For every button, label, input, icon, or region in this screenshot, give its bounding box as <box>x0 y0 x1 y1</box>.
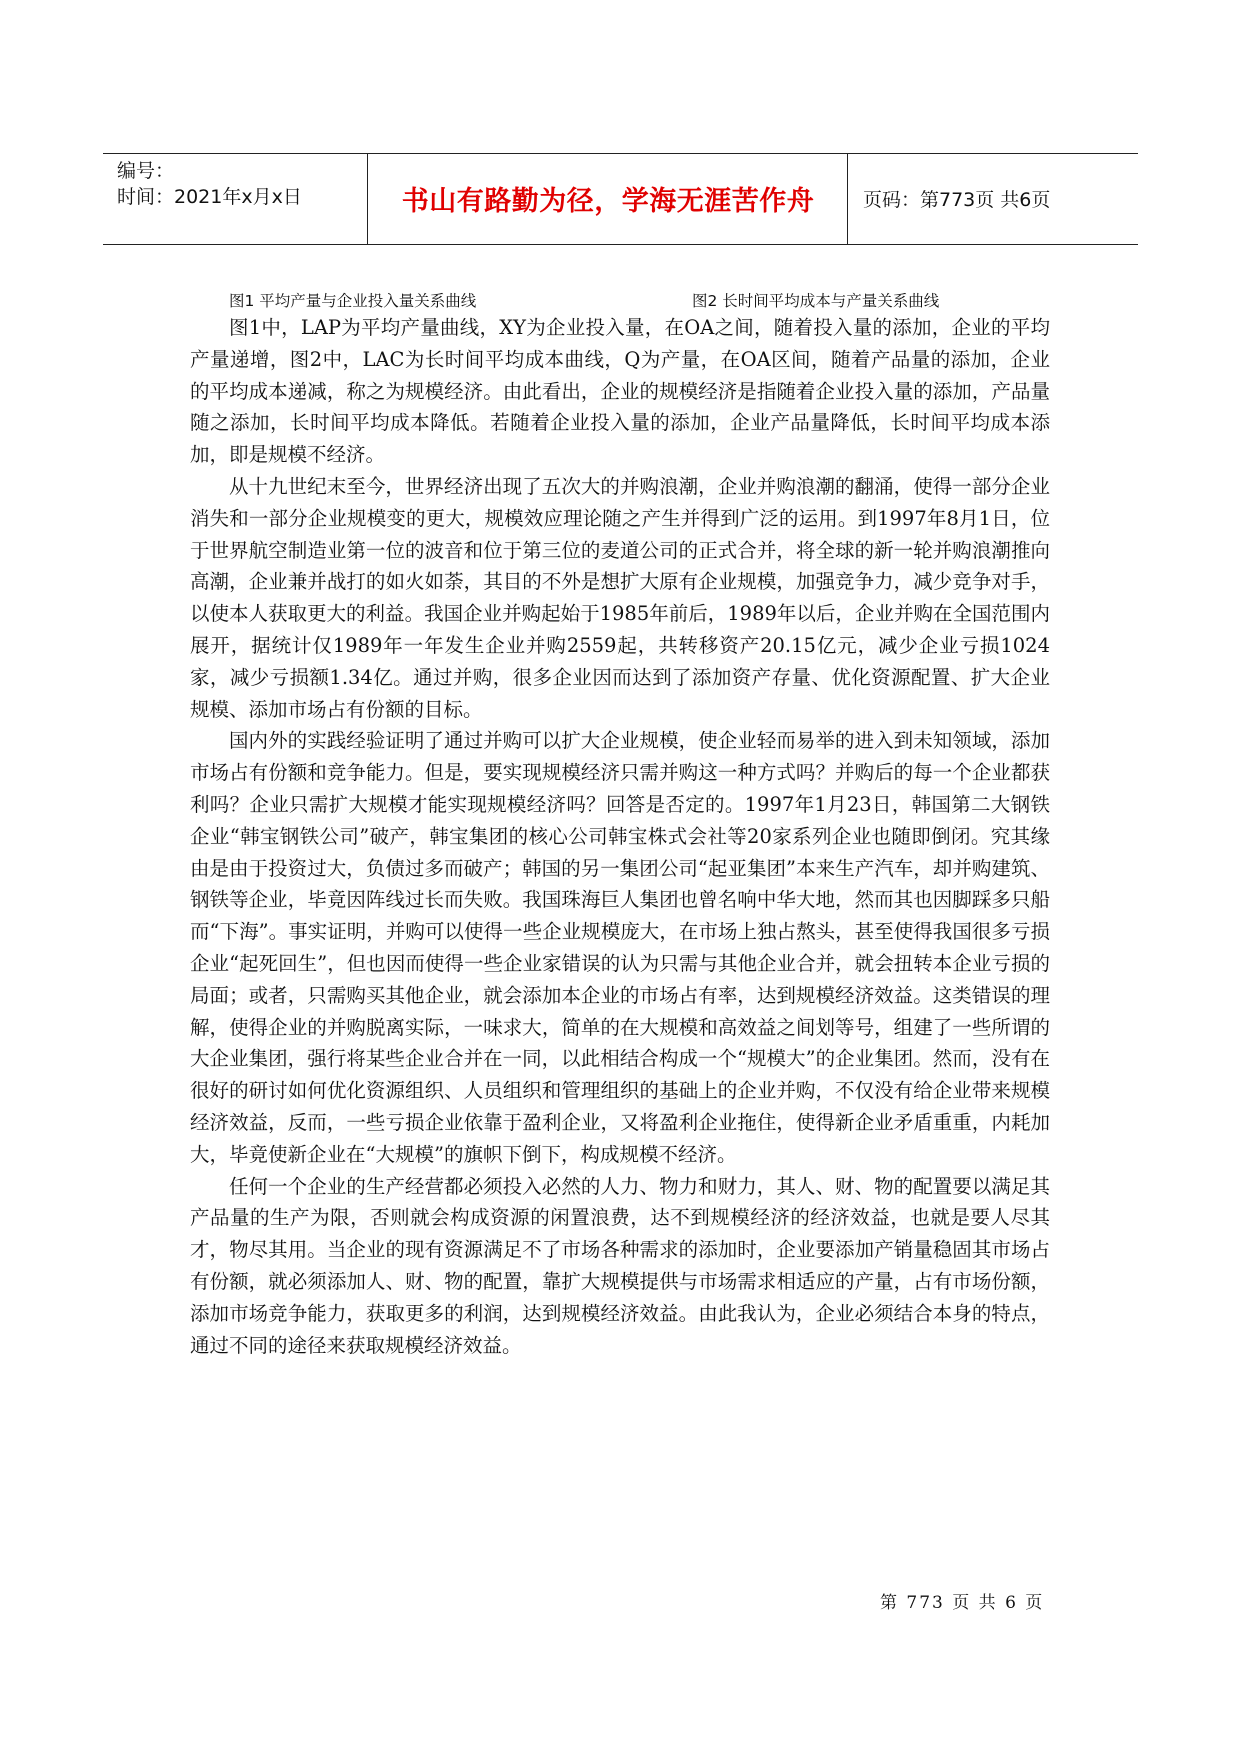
header-divider-left <box>367 154 368 244</box>
figure-captions <box>0 285 1241 313</box>
header-page-info: 页码：第773页 共6页 <box>863 189 1051 211</box>
figure-2-caption: 图2 长时间平均成本与产量关系曲线 <box>692 292 940 310</box>
paragraph-4: 任何一个企业的生产经营都必须投入必然的人力、物力和财力，其人、财、物的配置要以满足其产品量的生产为限，否则就会构成资源的闲置浪费，达不到规模经济的经济效益，也就是要人尽其才，物尽其用。当企业的现有资源满足不了市场各种需求的添加时，企业要添加产销量稳固其市场占有份额，就必须添加人、财、物的配置，靠扩大规模提供与市场需求相适应的产量，占有市场份额，添加市场竞争能力，获取更多的利润，达到规模经济效益。由此我认为，企业必须结合本身的特点，通过不同的途径来获取规模经济效益。 <box>190 1174 1050 1357</box>
header-divider-right <box>847 154 848 244</box>
paragraph-1: 图1中，LAP为平均产量曲线，XY为企业投入量，在OA之间，随着投入量的添加，企业的平均产量递增，图2中，LAC为长时间平均成本曲线，Q为产量，在OA区间，随着产品量的添加，企业的平均成本递减，称之为规模经济。由此看出，企业的规模经济是指随着企业投入量的添加，产品量随之添加，长时间平均成本降低。若随着企业投入量的添加，企业产品量降低，长时间平均成本添加，即是规模不经济。 <box>190 316 1050 467</box>
page-header <box>103 153 1138 245</box>
header-motto: 书山有路勤为径，学海无涯苦作舟 <box>401 186 815 217</box>
paragraph-3: 国内外的实践经验证明了通过并购可以扩大企业规模，使企业轻而易举的进入到未知领域，添加市场占有份额和竞争能力。但是，要实现规模经济只需并购这一种方式吗？并购后的每一个企业都获利吗？企业只需扩大规模才能实现规模经济吗？回答是否定的。1997年1月23日，韩国第二大钢铁企业“韩宝钢铁公司”破产，韩宝集团的核心公司韩宝株式会社等20家系列企业也随即倒闭。究其缘由是由于投资过大，负债过多而破产；韩国的另一集团公司“起亚集团”本来生产汽车，却并购建筑、钢铁等企业，毕竟因阵线过长而失败。我国珠海巨人集团也曾名响中华大地，然而其也因脚踩多只船而“下海”。事实证明，并购可以使得一些企业规模庞大，在市场上独占熬头，甚至使得我国很多亏损企业“起死回生”，但也因而使得一些企业家错误的认为只需与其他企业合并，就会扭转本企业亏损的局面；或者，只需购买其他企业，就会添加本企业的市场占有率，达到规模经济效益。这类错误的理解，使得企业的并购脱离实际，一味求大，简单的在大规模和高效益之间划等号，组建了一些所谓的大企业集团，强行将某些企业合并在一同，以此相结合构成一个“规模大”的企业集团。然而，没有在很好的研讨如何优化资源组织、人员组织和管理组织的基础上的企业并购，不仅没有给企业带来规模经济效益，反而，一些亏损企业依靠于盈利企业，又将盈利企业拖住，使得新企业矛盾重重，内耗加大，毕竟使新企业在“大规模”的旗帜下倒下，构成规模不经济。 <box>190 729 1050 1166</box>
serial-number-label: 编号： <box>117 160 175 182</box>
page-footer: 第 773 页 共 6 页 <box>880 1593 1045 1613</box>
figure-1-caption: 图1 平均产量与企业投入量关系曲线 <box>229 292 477 310</box>
time-label: 时间：2021年x月x日 <box>117 186 302 208</box>
body-text <box>190 312 1050 1361</box>
paragraph-2: 从十九世纪末至今，世界经济出现了五次大的并购浪潮，企业并购浪潮的翻涌，使得一部分企业消失和一部分企业规模变的更大，规模效应理论随之产生并得到广泛的运用。到1997年8月1日，位于世界航空制造业第一位的波音和位于第三位的麦道公司的正式合并，将全球的新一轮并购浪潮推向高潮，企业兼并战打的如火如荼，其目的不外是想扩大原有企业规模，加强竞争力，减少竞争对手，以使本人获取更大的利益。我国企业并购起始于1985年前后，1989年以后，企业并购在全国范围内展开，据统计仅1989年一年发生企业并购2559起，共转移资产20.15亿元，减少企业亏损1024家，减少亏损额1.34亿。通过并购，很多企业因而达到了添加资产存量、优化资源配置、扩大企业规模、添加市场占有份额的目标。 <box>190 474 1050 721</box>
